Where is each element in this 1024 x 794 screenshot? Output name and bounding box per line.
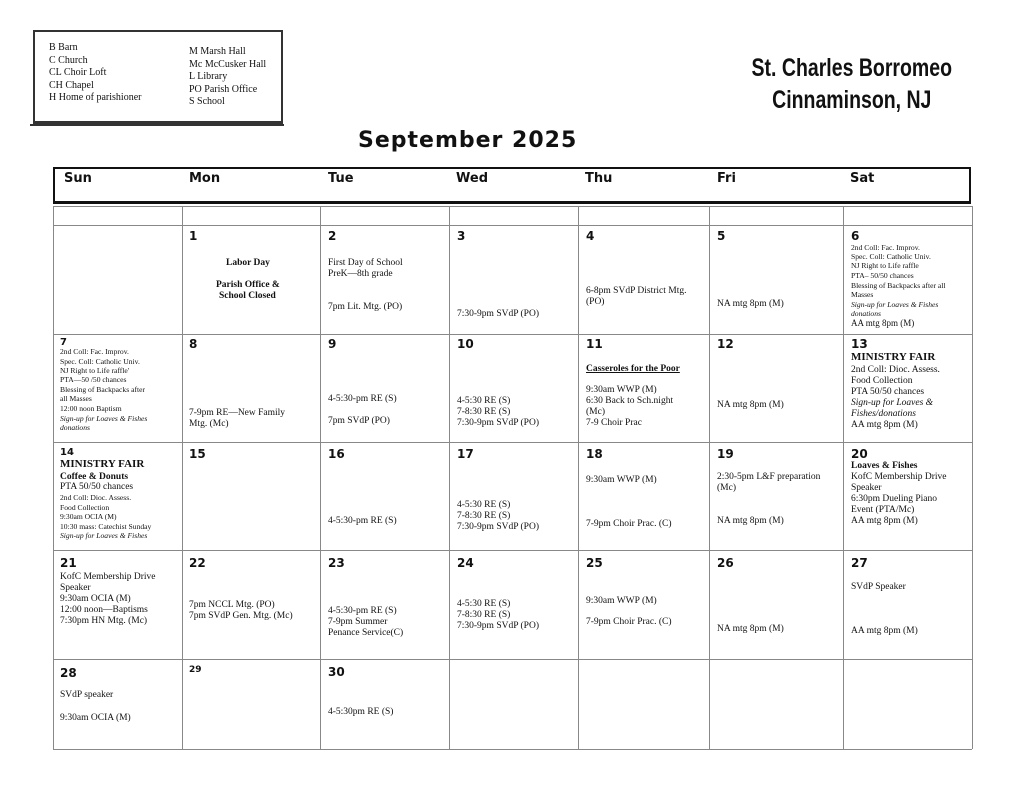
day-number: 11 [586, 337, 603, 351]
event-text: PTA—50 /50 chances [60, 375, 127, 384]
event-text: NA mtg 8pm (M) [717, 299, 784, 309]
event-text: 7:30-9pm SVdP (PO) [457, 621, 539, 631]
day-number: 15 [189, 447, 206, 461]
day-number: 17 [457, 447, 474, 461]
event-text: 7-8:30 RE (S) [457, 610, 511, 620]
event-text: donations [60, 423, 90, 432]
day-number: 9 [328, 337, 337, 351]
day-number: 20 [851, 447, 868, 461]
event-text: Mtg. (Mc) [189, 419, 229, 429]
event-text: donations [851, 309, 881, 318]
event-text: 4-5:30 RE (S) [457, 599, 511, 609]
event-text: 9:30am WWP (M) [586, 596, 657, 606]
event-text: SVdP speaker [60, 690, 114, 700]
event-text: AA mtg 8pm (M) [851, 420, 918, 430]
day-number: 5 [717, 229, 726, 243]
event-text: NA mtg 8pm (M) [717, 624, 784, 634]
event-text: 7pm SVdP Gen. Mtg. (Mc) [189, 611, 293, 621]
grid-line [53, 334, 972, 335]
event-text: SVdP Speaker [851, 582, 906, 592]
weekday-sat: Sat [850, 171, 875, 186]
event-text: PreK—8th grade [328, 269, 393, 279]
day-number: 4 [586, 229, 595, 243]
grid-line [53, 749, 972, 750]
event-text: AA mtg 8pm (M) [851, 516, 918, 526]
event-text: 2:30-5pm L&F preparation [717, 472, 821, 482]
event-text: PTA 50/50 chances [851, 387, 925, 397]
event-text: 6-8pm SVdP District Mtg. [586, 286, 687, 296]
event-text: AA mtg 8pm (M) [851, 318, 915, 328]
event-text: 12:00 noon—Baptisms [60, 605, 148, 615]
grid-line [53, 225, 972, 226]
event-text: Sign-up for Loaves & [851, 398, 934, 408]
grid-line [320, 206, 321, 749]
legend-item: S School [189, 96, 225, 108]
grid-line [53, 442, 972, 443]
event-text: 7:30pm HN Mtg. (Mc) [60, 616, 148, 626]
grid-line [709, 206, 710, 749]
day-number: 24 [457, 556, 474, 570]
event-text: 7:30-9pm SVdP (PO) [457, 309, 539, 319]
month-title: September 2025 [358, 128, 578, 153]
event-text: 9:30am WWP (M) [586, 475, 657, 485]
event-text: Penance Service(C) [328, 628, 404, 638]
day-number: 2 [328, 229, 337, 243]
day-number: 27 [851, 556, 868, 570]
legend-item: C Church [49, 54, 88, 66]
event-text: 2nd Coll: Fac. Improv. [60, 347, 129, 356]
event-text: NJ Right to Life raffle' [60, 366, 130, 375]
event-text: NA mtg 8pm (M) [717, 516, 784, 526]
day-number: 29 [189, 665, 202, 675]
event-text: 4-5:30 RE (S) [457, 396, 511, 406]
day-number: 1 [189, 229, 198, 243]
day-number: 6 [851, 229, 860, 243]
event-text: 7-9pm Summer [328, 617, 388, 627]
event-text: 7pm SVdP (PO) [328, 416, 390, 426]
grid-line [449, 206, 450, 749]
day-number: 19 [717, 447, 734, 461]
parish-name: St. Charles Borromeo [751, 54, 952, 82]
event-text: Sign-up for Loaves & Fishes [851, 300, 939, 309]
event-text: (PO) [586, 297, 605, 307]
event-text: Coffee & Donuts [60, 472, 129, 482]
event-text: 4-5:30pm RE (S) [328, 707, 394, 717]
event-text: 6:30pm Dueling Piano [851, 494, 938, 504]
event-text: 9:30am OCIA (M) [60, 594, 131, 604]
legend-item: PO Parish Office [189, 83, 258, 95]
event-text: 4-5:30-pm RE (S) [328, 606, 397, 616]
day-number: 16 [328, 447, 345, 461]
day-number: 13 [851, 337, 868, 351]
event-text: 7-9 Choir Prac [586, 418, 642, 428]
legend-item: B Barn [49, 42, 78, 53]
legend-item: Mc McCusker Hall [189, 58, 267, 70]
event-text: Speaker [851, 483, 882, 493]
day-number: 10 [457, 337, 474, 351]
event-text: 7pm NCCL Mtg. (PO) [189, 600, 275, 610]
event-text: Masses [851, 290, 874, 299]
event-text: 2nd Coll: Dioc. Assess. [60, 493, 132, 502]
event-text: 9:30am OCIA (M) [60, 512, 117, 521]
event-text: NJ Right to Life raffle [851, 261, 919, 270]
grid-line [182, 206, 183, 749]
day-number: 30 [328, 665, 345, 679]
legend-item: CL Choir Loft [49, 67, 107, 79]
day-number: 21 [60, 556, 77, 570]
event-text: 4-5:30-pm RE (S) [328, 394, 397, 404]
grid-line [578, 206, 579, 749]
event-text: 7-9pm Choir Prac. (C) [586, 519, 672, 529]
event-text: 7:30-9pm SVdP (PO) [457, 522, 539, 532]
event-text: PTA 50/50 chances [60, 482, 134, 492]
event-text: MINISTRY FAIR [851, 351, 936, 363]
event-text: PTA– 50/50 chances [851, 271, 914, 280]
legend-item: H Home of parishioner [49, 92, 142, 104]
event-text: 2nd Coll: Fac. Improv. [851, 243, 920, 252]
event-text: 7:30-9pm SVdP (PO) [457, 418, 539, 428]
day-number: 12 [717, 337, 734, 351]
event-text: 7-8:30 RE (S) [457, 407, 511, 417]
event-text: Spec. Coll: Catholic Univ. [851, 252, 931, 261]
event-text: AA mtg 8pm (M) [851, 626, 918, 636]
event-text: 9:30am OCIA (M) [60, 713, 131, 723]
day-number: 22 [189, 556, 206, 570]
grid-line [53, 659, 972, 660]
weekday-tue: Tue [328, 171, 354, 186]
event-text: 6:30 Back to Sch.night [586, 396, 674, 406]
event-text: 7pm Lit. Mtg. (PO) [328, 302, 403, 312]
grid-line [53, 550, 972, 551]
day-number: 14 [60, 447, 74, 458]
event-text: 7-8:30 RE (S) [457, 511, 511, 521]
event-text: all Masses [60, 394, 92, 403]
weekday-mon: Mon [189, 171, 221, 186]
event-text: 7-9pm Choir Prac. (C) [586, 617, 672, 627]
parish-town: Cinnaminson, NJ [772, 86, 932, 114]
event-text: Loaves & Fishes [851, 461, 918, 471]
grid-line [843, 206, 844, 749]
day-number: 18 [586, 447, 603, 461]
day-number: 7 [60, 337, 67, 348]
event-text: Fishes/donations [851, 409, 916, 419]
day-number: 3 [457, 229, 466, 243]
event-text: 12:00 noon Baptism [60, 404, 122, 413]
legend-item: L Library [189, 71, 228, 83]
event-text: Food Collection [60, 503, 110, 512]
event-text: 4-5:30-pm RE (S) [328, 516, 397, 526]
event-text: 10:30 mass: Catechist Sunday [60, 522, 152, 531]
event-text: Casseroles for the Poor [586, 364, 680, 374]
grid-line [53, 206, 972, 207]
day-number: 8 [189, 337, 198, 351]
grid-line [53, 206, 54, 749]
weekday-sun: Sun [64, 171, 92, 186]
event-text: 2nd Coll: Dioc. Assess. [851, 365, 940, 375]
event-text: KofC Membership Drive [60, 572, 156, 582]
event-text: (Mc) [717, 483, 736, 493]
event-text: Blessing of Backpacks after [60, 385, 145, 394]
grid-line [972, 206, 973, 749]
event-text: KofC Membership Drive [851, 472, 947, 482]
event-text: Sign-up for Loaves & Fishes [60, 414, 148, 423]
event-text: Event (PTA/Mc) [851, 505, 915, 515]
day-number: 25 [586, 556, 603, 570]
weekday-thu: Thu [585, 171, 613, 186]
event-text: Food Collection [851, 376, 913, 386]
day-number: 28 [60, 666, 77, 680]
event-text: 7-9pm RE—New Family [189, 408, 286, 418]
day-number: 26 [717, 556, 734, 570]
event-text: First Day of School [328, 258, 403, 268]
weekday-fri: Fri [717, 171, 736, 186]
legend-item: CH Chapel [49, 79, 94, 91]
weekday-wed: Wed [456, 171, 488, 186]
event-text: 4-5:30 RE (S) [457, 500, 511, 510]
event-text: Parish Office & [216, 280, 280, 290]
event-text: Spec. Coll: Catholic Univ. [60, 357, 140, 366]
event-text: 9:30am WWP (M) [586, 385, 657, 395]
event-text: School Closed [219, 291, 276, 301]
event-text: (Mc) [586, 407, 605, 417]
event-text: NA mtg 8pm (M) [717, 400, 784, 410]
event-text: Blessing of Backpacks after all [851, 281, 946, 290]
event-text: Speaker [60, 583, 91, 593]
day-number: 23 [328, 556, 345, 570]
event-text: Sign-up for Loaves & Fishes [60, 531, 148, 540]
event-text: Labor Day [226, 258, 270, 268]
event-text: MINISTRY FAIR [60, 458, 145, 470]
legend-item: M Marsh Hall [189, 46, 246, 57]
